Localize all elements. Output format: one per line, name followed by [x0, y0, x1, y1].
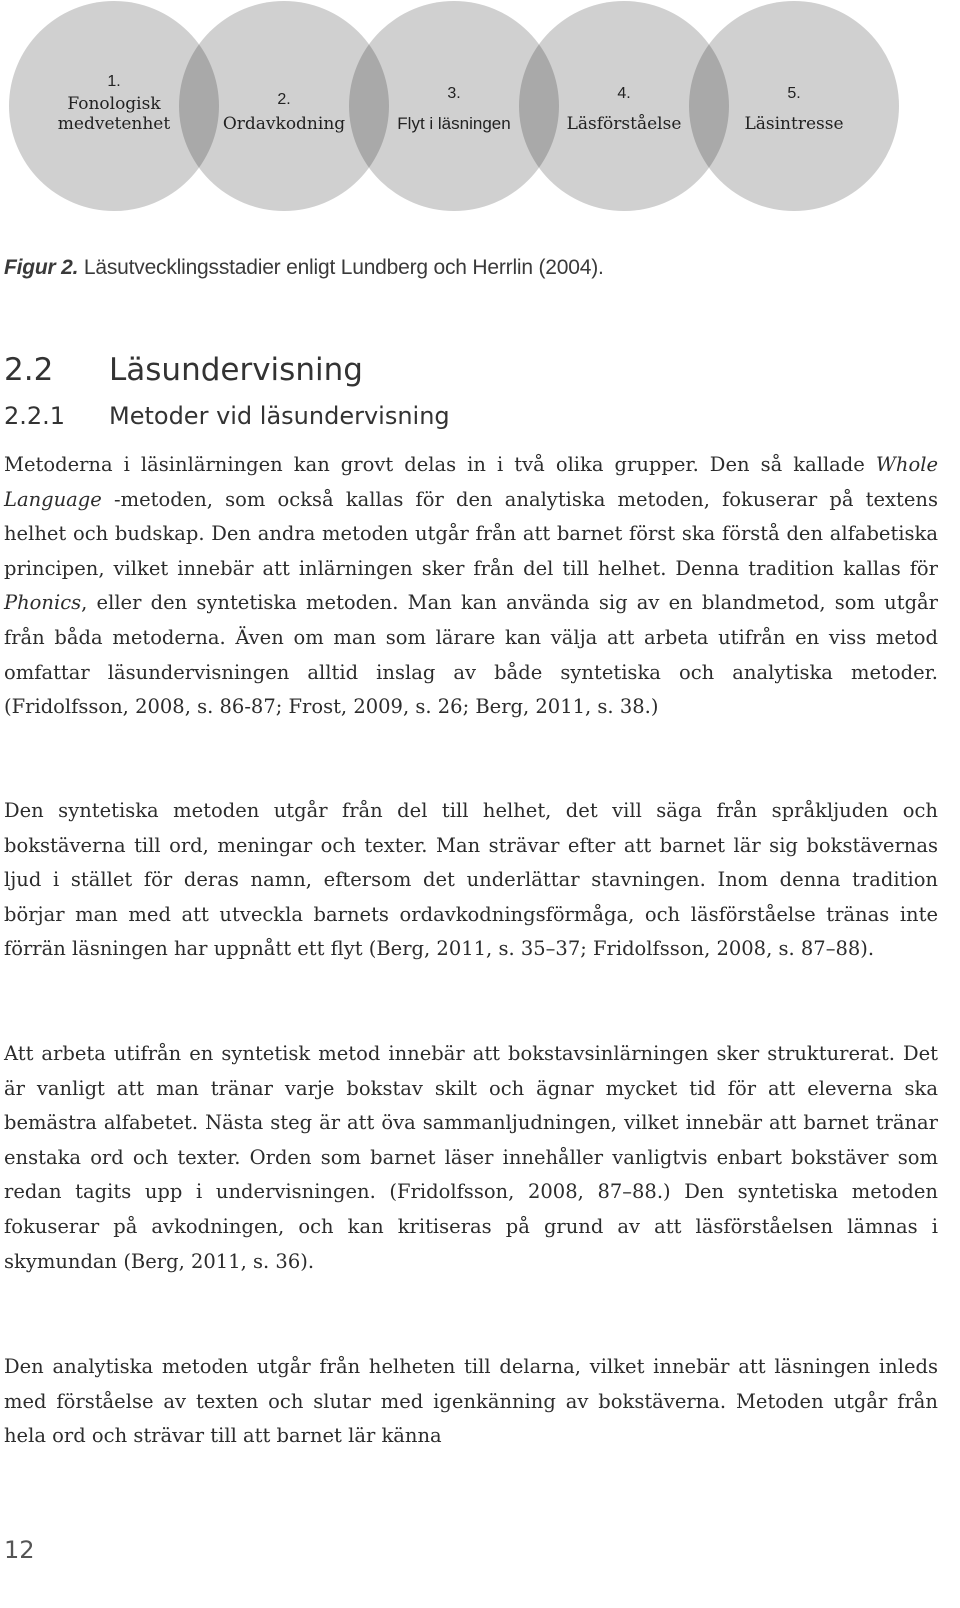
subsection-number: 2.2.1: [4, 402, 66, 430]
stage-num-5: 5.: [787, 85, 801, 102]
stage-label-1: [39, 72, 189, 134]
paragraph-4: Den analytiska metoden utgår från helheten till delarna, vilket innebär att läsningen inleds med förståelse av texten och slutar med igenkänning av bokstäverna. Metoden utgår från hela ord och strävar till att barnet lär känna: [4, 1355, 938, 1448]
paragraph-1-text-e: , eller den syntetiska metoden. Man kan använda sig av en blandmetod, som utgår från båda metoderna. Även om man som lärare kan välja att arbeta utifrån en viss metod omfattar läsundervisningen alltid inslag av både syntetiska och analytiska metoder. (Fridolfsson, 2008, s. 86-87; Frost, 2009, s. 26; Berg, 2011, s. 38.): [4, 591, 938, 719]
stage-label-3: [379, 84, 529, 134]
stage-label-4: [549, 84, 699, 134]
stage-text-5: Läsintresse: [744, 114, 844, 134]
subsection-heading: [4, 402, 450, 430]
section-title: Läsundervisning: [109, 352, 363, 388]
section-heading: [4, 352, 363, 388]
paragraph-1-text-a: Metoderna i läsinlärningen kan grovt delas in i två olika grupper. Den så kallade: [4, 453, 876, 476]
stage-label-5: [719, 84, 869, 134]
paragraph-1-text-c: -metoden, som också kallas för den analytiska metoden, fokuserar på textens helhet och budskap. Den andra metoden utgår från att barnet först ska förstå den alfabetiska principen, vilket innebär att inlärningen sker från del till helhet. Denna tradition kallas för: [4, 487, 938, 580]
page-number: 12: [4, 1536, 35, 1564]
paragraph-3: Att arbeta utifrån en syntetisk metod innebär att bokstavsinlärningen sker strukturerat. Det är vanligt att man tränar varje bokstav skilt och ägnar mycket tid för att eleverna ska bemästra alfabetet. Nästa steg är att öva sammanljudningen, vilket innebär att barnet tränar enstaka ord och texter. Orden som barnet läser innehåller vanligtvis enbart bokstäver som redan tagits upp i undervisningen. (Fridolfsson, 2008, 87–88.) Den syntetiska metoden fokuserar på avkodningen, och kan kritiseras på grund av att läsförståelsen lämnas i skymundan (Berg, 2011, s. 36).: [4, 1042, 938, 1273]
stage-text-4: Läsförståelse: [566, 114, 682, 134]
term-whole-language: Whole Language: [4, 453, 938, 511]
stage-num-3: 3.: [447, 85, 461, 102]
subsection-title: Metoder vid läsundervisning: [109, 402, 450, 430]
stage-text-2: Ordavkodning: [222, 114, 346, 134]
stage-num-4: 4.: [617, 85, 631, 102]
stage-num-2: 2.: [277, 91, 291, 108]
caption-text: Läsutvecklingsstadier enligt Lundberg och Herrlin (2004).: [83, 256, 604, 279]
section-number: 2.2: [4, 352, 54, 388]
caption-prefix: Figur 2.: [4, 256, 79, 279]
stage-label-2: [209, 90, 359, 134]
figure-caption: [4, 256, 604, 280]
stage-num-1: 1.: [107, 73, 121, 90]
stage-text-1: Fonologisk medvetenhet: [57, 94, 171, 134]
paragraph-1: [4, 448, 938, 725]
reading-stages-figure: [0, 0, 960, 230]
stage-text-3: Flyt i läsningen: [397, 114, 511, 133]
term-phonics: Phonics: [4, 591, 82, 615]
paragraph-2: Den syntetiska metoden utgår från del till helhet, det vill säga från språkljuden och bokstäverna till ord, meningar och texter. Man strävar efter att barnet lär sig bokstävernas ljud i stället för deras namn, eftersom det underlättar stavningen. Inom denna tradition börjar man med att utveckla barnets ordavkodningsförmåga, och läsförståelse tränas inte förrän läsningen har uppnått ett flyt (Berg, 2011, s. 35–37; Fridolfsson, 2008, s. 87–88).: [4, 799, 938, 961]
